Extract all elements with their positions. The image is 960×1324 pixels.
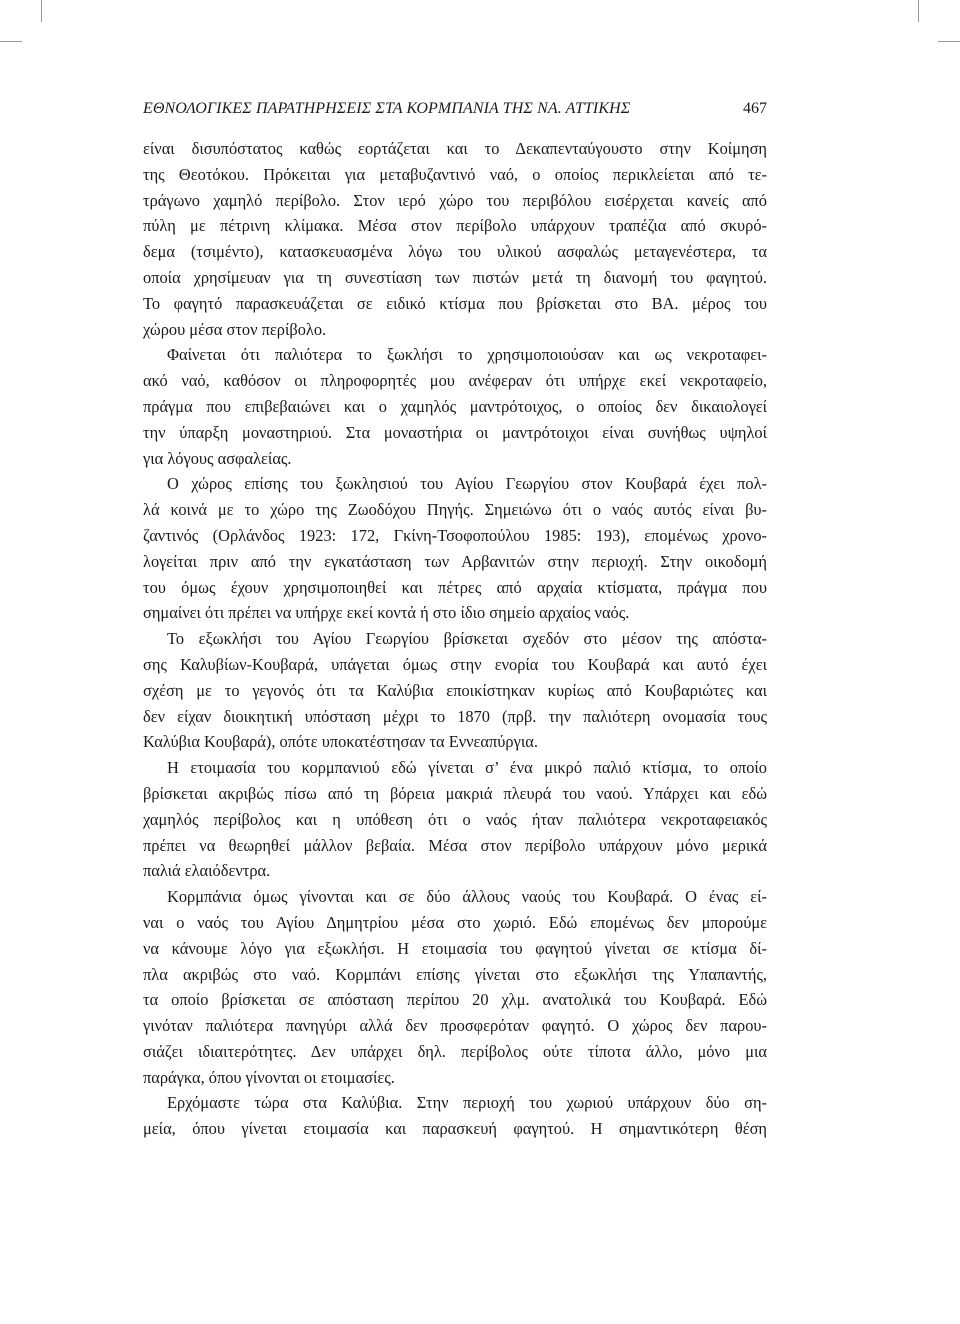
text-line: τα οποίο βρίσκεται σε απόσταση περίπου 20 χλμ. ανατολικά του Κουβαρά. Εδώ bbox=[143, 990, 767, 1010]
text-line: λά κοινά με το χώρο της Ζωοδόχου Πηγής. Σημειώνω ότι ο ναός αυτός είναι βυ- bbox=[143, 500, 767, 520]
text-line: Καλύβια Κουβαρά), οπότε υποκατέστησαν τα Εννεαπύργια. bbox=[143, 732, 538, 752]
text-line: χώρου μέσα στον περίβολο. bbox=[143, 319, 327, 339]
text-line: σχέση με το γεγονός ότι τα Καλύβια εποικίστηκαν κυρίως από Κουβαριώτες και bbox=[143, 680, 767, 700]
crop-mark-top-left-horizontal bbox=[0, 41, 22, 42]
running-head bbox=[143, 97, 767, 121]
text-line: οποία χρησίμευαν για τη συνεστίαση των πιστών μετά τη διανομή του φαγητού. bbox=[143, 267, 767, 287]
text-line: βρίσκεται ακριβώς πίσω από τη βόρεια μακριά πλευρά του ναού. Υπάρχει και εδώ bbox=[143, 783, 767, 803]
text-line: ναι ο ναός του Αγίου Δημητρίου μέσα στο χωριό. Εδώ επομένως δεν μπορούμε bbox=[143, 912, 767, 932]
text-line: μεία, όπου γίνεται ετοιμασία και παρασκευή φαγητού. Η σημαντικότερη θέση bbox=[143, 1119, 767, 1139]
text-line: Κορμπάνια όμως γίνονται και σε δύο άλλους ναούς του Κουβαρά. Ο ένας εί- bbox=[167, 887, 767, 907]
text-line: Ερχόμαστε τώρα στα Καλύβια. Στην περιοχή του χωριού υπάρχουν δύο ση- bbox=[167, 1093, 767, 1113]
text-line: χαμηλός περίβολος και η υπόθεση ότι ο ναός ήταν παλιότερα νεκροταφειακός bbox=[143, 809, 767, 829]
text-line: πύλη με πέτρινη κλίμακα. Μέσα στον περίβολο υπάρχουν τραπέζια από σκυρό- bbox=[143, 216, 767, 236]
text-line: Το φαγητό παρασκευάζεται σε ειδικό κτίσμα που βρίσκεται στο ΒΑ. μέρος του bbox=[143, 293, 767, 313]
text-line: να κάνουμε λόγο για εξωκλήσι. Η ετοιμασία του φαγητού γίνεται σε κτίσμα δί- bbox=[143, 938, 767, 958]
text-line: δεμα (τσιμέντο), κατασκευασμένα λόγω του υλικού ασφαλώς μεταγενέστερα, τα bbox=[143, 242, 767, 262]
text-line: της Θεοτόκου. Πρόκειται για μεταβυζαντινό ναό, ο οποίος περικλείεται από τε- bbox=[143, 164, 767, 184]
crop-mark-top-right bbox=[918, 0, 919, 22]
text-line: για λόγους ασφαλείας. bbox=[143, 448, 292, 468]
text-line: λογείται πριν από την εγκατάσταση των Αρβανιτών στην περιοχή. Στην οικοδομή bbox=[143, 551, 767, 571]
text-line: παράγκα, όπου γίνονται οι ετοιμασίες. bbox=[143, 1067, 395, 1087]
text-line: την ύπαρξη μοναστηριού. Στα μοναστήρια οι μαντρότοιχοι είναι συνήθως υψηλοί bbox=[143, 422, 767, 442]
crop-mark-top-left bbox=[41, 0, 42, 22]
body-text bbox=[143, 136, 767, 1142]
text-line: τράγωνο χαμηλό περίβολο. Στον ιερό χώρο του περιβόλου εισέρχεται κανείς από bbox=[143, 190, 767, 210]
page-number: 467 bbox=[743, 100, 767, 117]
text-line: Η ετοιμασία του κορμπανιού εδώ γίνεται σ’ ένα μικρό παλιό κτίσμα, το οποίο bbox=[167, 758, 767, 778]
text-line: σιάζει ιδιαιτερότητες. Δεν υπάρχει δηλ. περίβολος ούτε τίποτα άλλο, μόνο μια bbox=[143, 1041, 767, 1061]
text-line: Φαίνεται ότι παλιότερα το ξωκλήσι το χρησιμοποιούσαν και ως νεκροταφει- bbox=[167, 345, 767, 365]
text-line: σης Καλυβίων-Κουβαρά, υπάγεται όμως στην ενορία του Κουβαρά και αυτό έχει bbox=[143, 654, 767, 674]
text-line: του όμως έχουν χρησιμοποιηθεί και πέτρες από αρχαία κτίσματα, πράγμα που bbox=[143, 577, 767, 597]
text-line: ζαντινός (Ορλάνδος 1923: 172, Γκίνη-Τσοφοπούλου 1985: 193), επομένως χρονο- bbox=[143, 525, 767, 545]
text-line: είναι δισυπόστατος καθώς εορτάζεται και το Δεκαπενταύγουστο στην Κοίμηση bbox=[143, 139, 767, 158]
text-line: ακό ναό, καθόσον οι πληροφορητές μου ανέφεραν ότι υπήρχε εκεί νεκροταφείο, bbox=[143, 371, 767, 391]
text-line: πράγμα που επιβεβαιώνει και ο χαμηλός μαντρότοιχος, ο οποίος δεν δικαιολογεί bbox=[143, 396, 767, 416]
crop-mark-top-right-horizontal bbox=[938, 41, 960, 42]
text-line: γινόταν παλιότερα πανηγύρι αλλά δεν προσφερόταν φαγητό. Ο χώρος δεν παρου- bbox=[143, 1016, 767, 1036]
running-title: ΕΘΝΟΛΟΓΙΚΕΣ ΠΑΡΑΤΗΡΗΣΕΙΣ ΣΤΑ ΚΟΡΜΠΑΝΙΑ ΤΗΣ ΝΑ. ΑΤΤΙΚΗΣ bbox=[143, 100, 631, 117]
text-line: πρέπει να θεωρηθεί μάλλον βεβαία. Μέσα στον περίβολο υπάρχουν μόνο μερικά bbox=[143, 835, 767, 855]
text-line: Ο χώρος επίσης του ξωκλησιού του Αγίου Γεωργίου στον Κουβαρά έχει πολ- bbox=[167, 474, 767, 494]
text-line: πλα ακριβώς στο ναό. Κορμπάνι επίσης γίνεται στο εξωκλήσι της Υπαπαντής, bbox=[143, 964, 767, 984]
text-line: σημαίνει ότι πρέπει να υπήρχε εκεί κοντά ή στο ίδιο σημείο αρχαίος ναός. bbox=[143, 603, 630, 623]
text-line: δεν είχαν διοικητική υπόσταση μέχρι το 1870 (πρβ. την παλιότερη ονομασία τους bbox=[143, 706, 767, 726]
text-line: παλιά ελαιόδεντρα. bbox=[143, 861, 271, 881]
text-line: Το εξωκλήσι του Αγίου Γεωργίου βρίσκεται σχεδόν στο μέσον της απόστα- bbox=[167, 629, 767, 649]
